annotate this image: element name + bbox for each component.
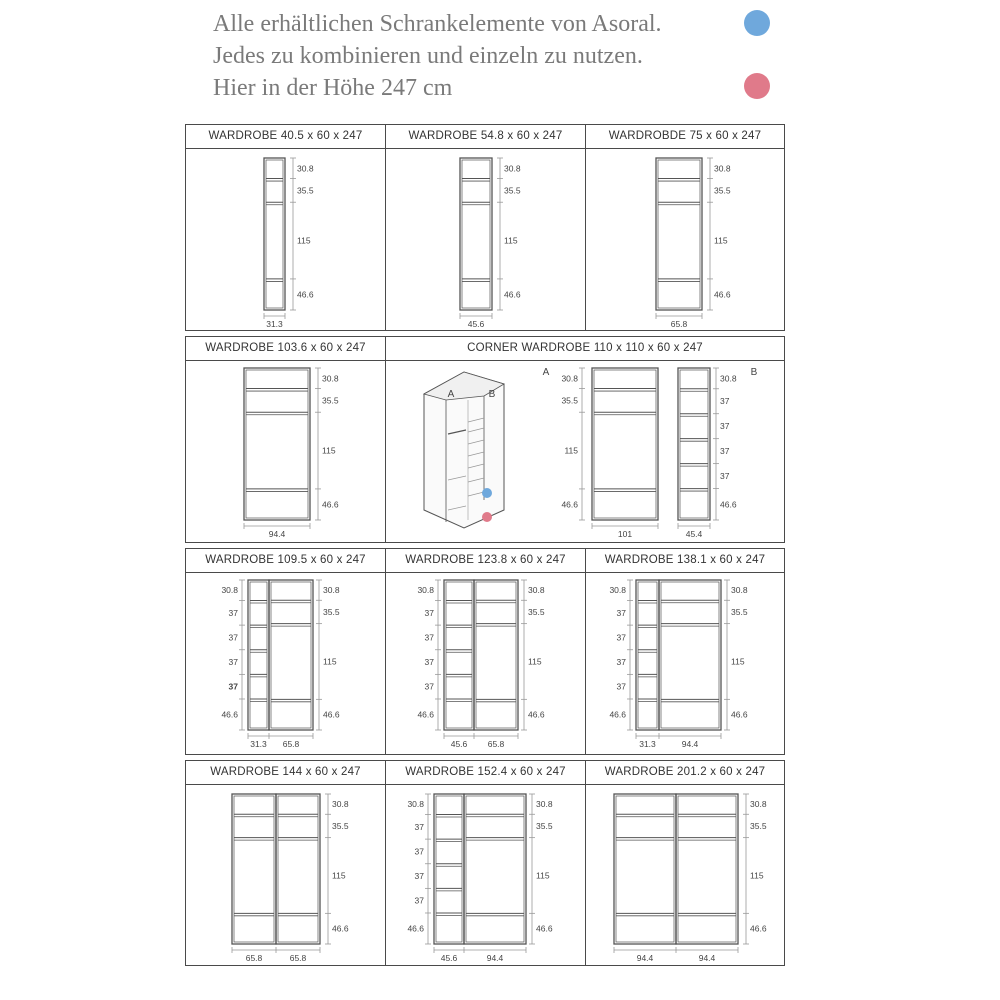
height-label: 35.5 [297,185,314,196]
drawing-wardrobe-103-6 [186,360,385,542]
height-label: 46.6 [536,923,553,934]
width-label: 31.3 [639,739,656,749]
height-label: 37 [616,681,626,692]
width-label: 65.8 [289,953,307,963]
header-line-3: Hier in der Höhe 247 cm [213,75,453,101]
panel-wardrobe-103-6 [185,336,386,543]
height-label: 115 [297,235,311,246]
height-label: 46.6 [504,289,521,300]
height-label: 46.6 [750,923,767,934]
height-label: 35.5 [332,820,349,831]
height-label: 30.8 [561,373,578,384]
width-label: 45.6 [450,739,468,749]
height-label: 37 [424,681,434,692]
height-label: 37 [228,681,238,692]
height-label: 30.8 [720,373,737,384]
height-label: 30.8 [417,585,434,596]
panel-title: WARDROBE 144 x 60 x 247 [186,761,385,785]
panel-wardrobe-75 [585,124,785,331]
cabinet-inner-frame [462,160,490,308]
height-label: 46.6 [417,709,434,720]
width-label: 94.4 [698,953,716,963]
cabinet-inner-frame [266,160,283,308]
drawing-corner-wardrobe [386,360,784,542]
drawing-wardrobe-138-1 [586,572,784,754]
height-label: 115 [714,235,728,246]
cabinet-inner-frame [278,796,318,942]
width-label: 65.8 [670,319,688,329]
height-label: 30.8 [332,799,349,810]
height-label: 46.6 [323,709,340,720]
height-label: 30.8 [714,163,731,174]
height-label: 115 [731,656,745,667]
corner-label-a: A [447,389,455,400]
panel-wardrobe-54-8 [385,124,586,331]
height-label: 30.8 [323,585,340,596]
height-label: 115 [332,870,346,881]
cabinet-inner-frame [658,160,700,308]
drawing-wardrobe-109-5 [186,572,385,754]
cabinet-inner-frame [476,582,516,728]
height-label: 115 [528,656,542,667]
cabinet-inner-frame [680,370,708,518]
height-label: 35.5 [561,395,578,406]
cabinet-inner-frame [466,796,524,942]
height-label: 35.5 [731,606,748,617]
height-label: 46.6 [609,709,626,720]
width-label: 65.8 [245,953,263,963]
height-label: 46.6 [407,923,424,934]
height-label: 37 [228,607,238,618]
width-label: 101 [617,529,633,539]
width-label: 94.4 [268,529,286,539]
height-label: 46.6 [332,923,349,934]
panel-title: WARDROBDE 75 x 60 x 247 [586,125,784,149]
height-label: 37 [424,657,434,668]
drawing-wardrobe-75 [586,148,784,330]
width-label: 31.3 [266,319,283,329]
cabinet-frame [248,580,269,730]
height-label: 37 [616,657,626,668]
height-label: 37 [414,846,424,857]
blue-marker-dot [744,10,770,36]
height-label: 35.5 [536,820,553,831]
header-line-2: Jedes zu kombinieren und einzeln zu nutzen. [213,43,643,69]
height-label: 37 [720,446,730,457]
cabinet-inner-frame [594,370,656,518]
panel-title: WARDROBE 138.1 x 60 x 247 [586,549,784,573]
height-label: 115 [504,235,518,246]
height-label: 37 [424,632,434,643]
height-label: 30.8 [297,163,314,174]
panel-title: WARDROBE 54.8 x 60 x 247 [386,125,585,149]
width-label: 65.8 [282,739,300,749]
height-label: 37 [720,396,730,407]
header-line-1: Alle erhältlichen Schrankelemente von Asoral. [213,11,662,37]
width-label: 31.3 [250,739,267,749]
height-label: 30.8 [221,585,238,596]
height-label: 37 [424,607,434,618]
width-label: 45.4 [685,529,703,539]
height-label: 37 [414,895,424,906]
width-label: 45.6 [440,953,458,963]
height-label: 30.8 [528,585,545,596]
height-label: 115 [323,656,337,667]
height-label: 30.8 [750,799,767,810]
panel-title: WARDROBE 109.5 x 60 x 247 [186,549,385,573]
drawing-wardrobe-144 [186,784,385,965]
panel-title: WARDROBE 152.4 x 60 x 247 [386,761,585,785]
cabinet-a-label: A [542,367,550,378]
height-label: 37 [228,657,238,668]
panel-wardrobe-138-1 [585,548,785,755]
height-label: 35.5 [504,185,521,196]
height-label: 35.5 [323,606,340,617]
height-label: 115 [322,445,336,456]
panel-wardrobe-152-4 [385,760,586,966]
panel-title: WARDROBE 103.6 x 60 x 247 [186,337,385,361]
width-label: 65.8 [487,739,505,749]
panel-title: WARDROBE 40.5 x 60 x 247 [186,125,385,149]
pink-marker-dot [482,512,492,522]
height-label: 30.8 [322,373,339,384]
height-label: 46.6 [731,709,748,720]
drawing-wardrobe-123-8 [386,572,585,754]
height-label: 30.8 [731,585,748,596]
height-label: 37 [616,632,626,643]
height-label: 46.6 [720,499,737,510]
cabinet-inner-frame [678,796,736,942]
width-label: 94.4 [636,953,654,963]
height-label: 35.5 [322,395,339,406]
height-label: 37 [720,421,730,432]
pink-marker-dot [744,73,770,99]
cabinet-inner-frame [638,582,657,728]
panel-wardrobe-123-8 [385,548,586,755]
cabinet-b-label: B [750,367,758,378]
corner-label-b: B [488,389,496,400]
cabinet-inner-frame [234,796,274,942]
panel-wardrobe-40-5 [185,124,386,331]
cabinet-inner-frame [271,582,311,728]
height-label: 37 [616,607,626,618]
drawing-wardrobe-152-4 [386,784,585,965]
height-label: 37 [720,471,730,482]
height-label: 46.6 [528,709,545,720]
panel-wardrobe-109-5 [185,548,386,755]
width-label: 45.6 [467,319,485,329]
cabinet-inner-frame [661,582,719,728]
cabinet-inner-frame [616,796,674,942]
height-label: 46.6 [322,499,339,510]
panel-wardrobe-201-2 [585,760,785,966]
drawing-wardrobe-201-2 [586,784,784,965]
height-label: 37 [228,632,238,643]
height-label: 35.5 [750,820,767,831]
drawing-wardrobe-40-5 [186,148,385,330]
height-label: 46.6 [297,289,314,300]
panel-title: CORNER WARDROBE 110 x 110 x 60 x 247 [386,337,784,361]
panel-corner-wardrobe [385,336,785,543]
height-label: 46.6 [221,709,238,720]
drawing-wardrobe-54-8 [386,148,585,330]
panel-title: WARDROBE 123.8 x 60 x 247 [386,549,585,573]
cabinet-inner-frame [436,796,462,942]
wardrobe-grid [185,124,785,966]
cabinet-frame [678,368,710,520]
height-label: 30.8 [407,799,424,810]
height-label: 35.5 [714,185,731,196]
height-label: 37 [414,821,424,832]
width-label: 94.4 [486,953,504,963]
cabinet-inner-frame [250,582,267,728]
cabinet-inner-frame [446,582,472,728]
height-label: 35.5 [528,606,545,617]
cabinet-frame [444,580,474,730]
height-label: 115 [750,870,764,881]
blue-marker-dot [482,488,492,498]
width-label: 94.4 [681,739,699,749]
height-label: 37 [414,871,424,882]
panel-title: WARDROBE 201.2 x 60 x 247 [586,761,784,785]
cabinet-inner-frame [246,370,308,518]
cabinet-frame [636,580,659,730]
height-label: 30.8 [609,585,626,596]
height-label: 30.8 [504,163,521,174]
panel-wardrobe-144 [185,760,386,966]
header [213,8,733,104]
cabinet-frame [434,794,464,944]
height-label: 46.6 [714,289,731,300]
height-label: 30.8 [536,799,553,810]
height-label: 46.6 [561,499,578,510]
height-label: 115 [564,445,578,456]
height-label: 115 [536,870,550,881]
